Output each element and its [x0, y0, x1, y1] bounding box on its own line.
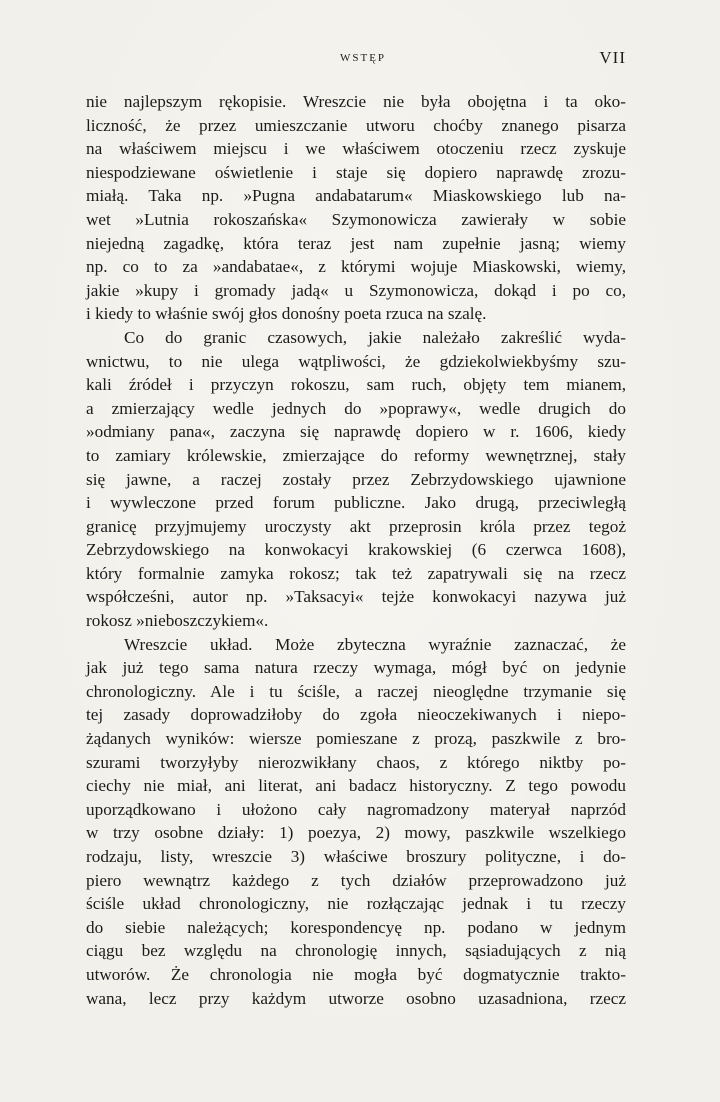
- text-line: i kiedy to właśnie swój głos donośny poeta rzuca na szalę.: [86, 304, 487, 324]
- text-line: żądanych wyników: wiersze pomieszane z prozą, paszkwile z bro-: [86, 729, 626, 749]
- text-line: współcześni, autor np. »Taksacyi« tejże konwokacyi nazywa już: [86, 587, 626, 607]
- text-line: się jawne, a raczej zostały przez Zebrzydowskiego ujawnione: [86, 469, 626, 489]
- running-title: WSTĘP: [339, 52, 387, 64]
- text-line: to zamiary królewskie, zmierzające do reformy wewnętrznej, stały: [86, 445, 626, 465]
- text-line: liczność, że przez umieszczanie utworu choćby znanego pisarza: [86, 115, 626, 135]
- text-line: »odmiany pana«, zaczyna się naprawdę dopiero w r. 1606, kiedy: [86, 422, 626, 442]
- text-line: rokosz »nieboszczykiem«.: [86, 611, 269, 631]
- text-line: jak już tego sama natura rzeczy wymaga, mógł być on jedynie: [86, 658, 626, 678]
- text-line: w trzy osobne działy: 1) poezya, 2) mowy, paszkwile wszelkiego: [86, 823, 626, 843]
- text-line: tej zasady doprowadziłoby do zgoła nieoczekiwanych i niepo-: [86, 705, 626, 725]
- text-line: kali źródeł i przyczyn rokoszu, sam ruch, objęty tem mianem,: [86, 375, 626, 395]
- text-line: do siebie należących; korespondencyę np. podano w jednym: [86, 917, 626, 937]
- text-line: nie najlepszym rękopisie. Wreszcie nie była obojętna i ta oko-: [86, 92, 626, 111]
- text-line: wana, lecz przy każdym utworze osobno uzasadniona, rzecz: [86, 988, 626, 1008]
- paragraph: [86, 90, 626, 326]
- text-line: wet »Lutnia rokoszańska« Szymonowicza zawierały w sobie: [86, 209, 626, 229]
- page-header: [80, 48, 626, 72]
- text-line: miałą. Taka np. »Pugna andabatarum« Miaskowskiego lub na-: [86, 186, 626, 206]
- text-line: Zebrzydowskiego na konwokacyi krakowskiej (6 czerwca 1608),: [86, 540, 626, 560]
- text-line: jakie »kupy i gromady jadą« u Szymonowicza, dokąd i po co,: [86, 280, 626, 300]
- text-line: ściśle układ chronologiczny, nie rozłączając jednak i tu rzeczy: [86, 894, 626, 914]
- text-line: który formalnie zamyka rokosz; tak też zapatrywali się na rzecz: [86, 563, 626, 583]
- text-line: i wywleczone przed forum publiczne. Jako drugą, przeciwległą: [86, 493, 626, 513]
- paragraph: [86, 633, 626, 1011]
- body-text: [86, 90, 626, 1010]
- text-line: Wreszcie układ. Może zbyteczna wyraźnie zaznaczać, że: [124, 634, 626, 654]
- text-line: rodzaju, listy, wreszcie 3) właściwe broszury polityczne, i do-: [86, 847, 626, 866]
- text-line: piero wewnątrz każdego z tych działów przeprowadzono już: [86, 870, 626, 890]
- text-line: ciągu bez względu na chronologię innych, sąsiadujących z nią: [86, 941, 626, 961]
- text-line: np. co to za »andabatae«, z którymi wojuje Miaskowski, wiemy,: [86, 257, 626, 277]
- text-line: niejedną zagadkę, która teraz jest nam zupełnie jasną; wiemy: [86, 233, 626, 253]
- paragraph: [86, 326, 626, 633]
- text-line: na właściwem miejscu i we właściwem otoczeniu rzecz zyskuje: [86, 139, 626, 159]
- text-line: chronologiczny. Ale i tu ściśle, a raczej nieoględne trzymanie się: [86, 681, 626, 701]
- text-line: granicę przyjmujemy uroczysty akt przeprosin króla przez tegoż: [86, 516, 626, 536]
- text-line: a zmierzający wedle jednych do »poprawy«, wedle drugich do: [86, 398, 626, 418]
- text-line: wnictwu, to nie ulega wątpliwości, że gdziekolwiekbyśmy szu-: [86, 351, 626, 371]
- text-line: utworów. Że chronologia nie mogła być dogmatycznie trakto-: [86, 964, 626, 984]
- text-line: ciechy nie miał, ani literat, ani badacz historyczny. Z tego powodu: [86, 776, 626, 796]
- text-line: Co do granic czasowych, jakie należało zakreślić wyda-: [124, 327, 626, 347]
- text-line: uporządkowano i ułożono cały nagromadzony materyał naprzód: [86, 799, 626, 819]
- text-line: szurami tworzyłyby nierozwikłany chaos, z którego niktby po-: [86, 752, 626, 772]
- page-number: VII: [599, 48, 626, 67]
- text-line: niespodziewane oświetlenie i staje się dopiero naprawdę zrozu-: [86, 162, 626, 182]
